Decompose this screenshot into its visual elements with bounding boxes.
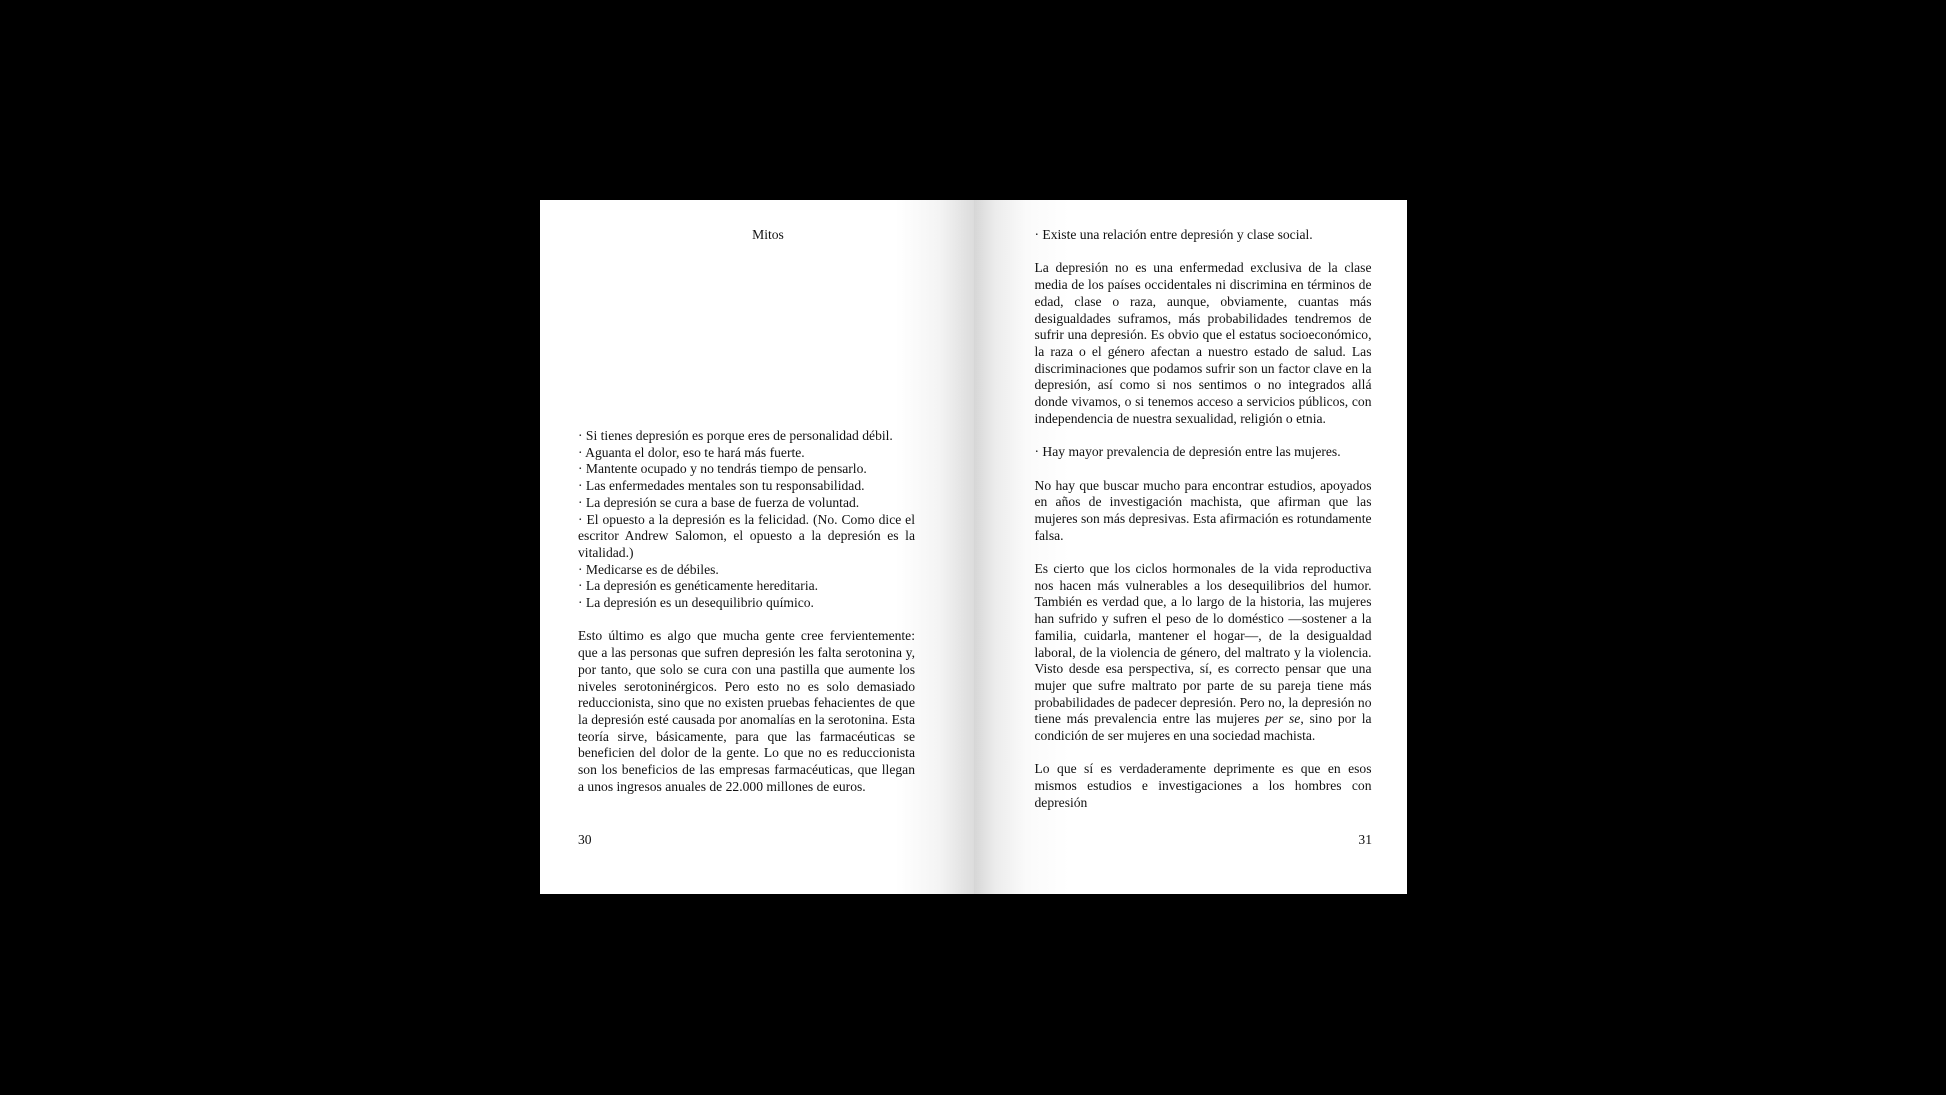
- list-item: · Las enfermedades mentales son tu responsabilidad.: [578, 478, 865, 494]
- italic-text: per se: [1265, 711, 1301, 727]
- list-item: · La depresión es un desequilibrio químico.: [578, 595, 814, 611]
- myths-list: [578, 428, 915, 612]
- list-item: · La depresión se cura a base de fuerza de voluntad.: [578, 494, 860, 510]
- body-paragraph: Lo que sí es verdaderamente deprimente es que en esos mismos estudios e investigaciones a los hombres con depresión: [1034, 761, 1372, 810]
- right-page-body: [1035, 227, 1372, 812]
- body-paragraph: [1035, 561, 1372, 745]
- body-paragraph: No hay que buscar mucho para encontrar estudios, apoyados en años de investigación machista, que afirman que las mujeres son más depresivas. Esta afirmación es rotundamente falsa.: [1034, 477, 1372, 543]
- section-heading: · Hay mayor prevalencia de depresión entre las mujeres.: [1034, 444, 1341, 460]
- paragraph-text: , sino por la condición de ser mujeres en una sociedad machista.: [1034, 711, 1372, 744]
- body-paragraph: La depresión no es una enfermedad exclusiva de la clase media de los países occidentales ni discrimina en términos de edad, clase o raza, aunque, obviamente, cuantas más desigualdades suframos, más probabilidades tendremos de sufrir una depresión. Es obvio que el estatus socioeconómico, la raza o el género afectan a nuestro estado de salud. Las discriminaciones que podamos sufrir son un factor clave en la depresión, así como si nos sentimos o no integrados allá donde vivamos, o si tenemos acceso a servicios públicos, con independencia de nuestra sexualidad, religión o etnia.: [1034, 260, 1372, 426]
- running-head: Mitos: [752, 227, 784, 242]
- body-paragraph: Esto último es algo que mucha gente cree fervientemente: que a las personas que sufren depresión les falta serotonina y, por tanto, que solo se cura con una pastilla que aumente los niveles serotoninérgicos. Pero esto no es solo demasiado reduccionista, sino que no existen pruebas fehacientes de que la depresión esté causada por anomalías en la serotonina. Esta teoría sirve, básicamente, para que las farmacéuticas se beneficien del dolor de la gente. Lo que no es reduccionista son los beneficios de las empresas farmacéuticas, que llegan a unos ingresos anuales de 22.000 millones de euros.: [578, 628, 915, 794]
- list-item: · El opuesto a la depresión es la felicidad. (No. Como dice el escritor Andrew Salomon, el opuesto a la depresión es la vitalidad.): [578, 511, 915, 560]
- left-page-body: [578, 428, 915, 795]
- list-item: · La depresión es genéticamente hereditaria.: [578, 578, 819, 594]
- paragraph-text: Es cierto que los ciclos hormonales de la vida reproductiva nos hacen más vulnerables a los desequilibrios del humor. También es verdad que, a lo largo de la historia, las mujeres han sufrido y sufren el peso de lo doméstico —sostener a la familia, cuidarla, mantener el hogar—, de la desigualdad laboral, de la violencia de género, del maltrato y la violencia. Visto desde esa perspectiva, sí, es correcto pensar que una mujer que sufre maltrato por parte de su pareja tiene más probabilidades de padecer depresión. Pero no, la depresión no tiene más prevalencia entre las mujeres: [1034, 561, 1372, 727]
- section-heading: · Existe una relación entre depresión y clase social.: [1034, 227, 1313, 242]
- book-spread: [540, 200, 1407, 894]
- list-item: · Medicarse es de débiles.: [578, 561, 719, 577]
- list-item: · Mantente ocupado y no tendrás tiempo de pensarlo.: [578, 461, 867, 477]
- list-item: · Si tienes depresión es porque eres de personalidad débil.: [578, 428, 893, 443]
- left-page: [540, 200, 974, 894]
- list-item: · Aguanta el dolor, eso te hará más fuerte.: [578, 444, 805, 460]
- right-page: [974, 200, 1408, 894]
- page-number: 30: [578, 832, 592, 847]
- page-number: 31: [1358, 832, 1372, 847]
